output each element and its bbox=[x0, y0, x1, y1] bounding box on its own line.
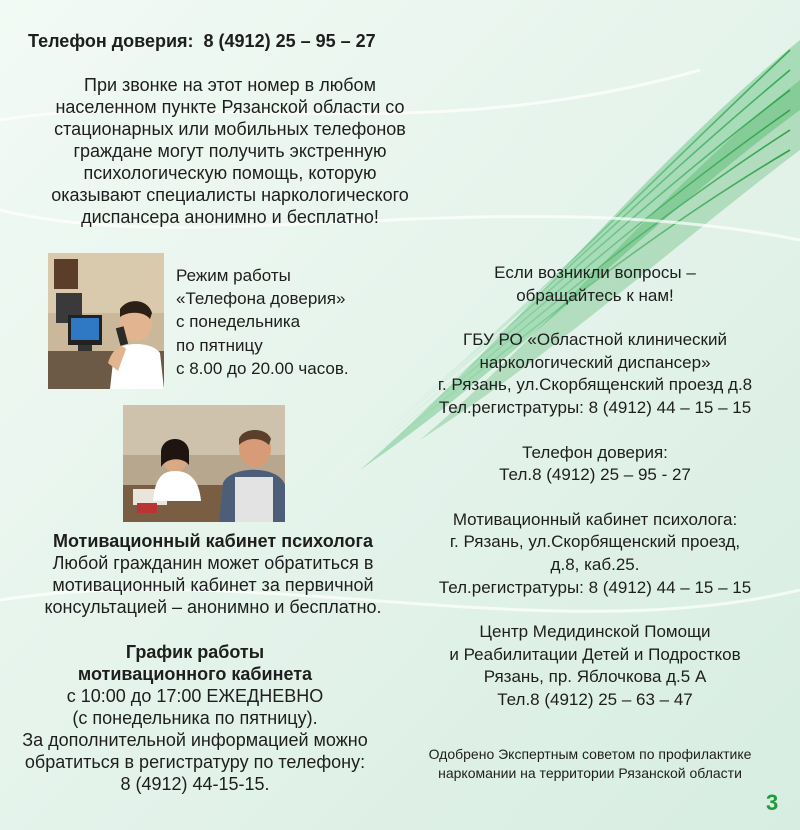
questions-line: обращайтесь к нам! bbox=[516, 285, 674, 305]
trust-phone-line: Тел.8 (4912) 25 – 95 - 27 bbox=[499, 465, 691, 485]
dispensary-line: наркологический диспансер» bbox=[479, 352, 711, 372]
dispensary-line: ГБУ РО «Областной клинический bbox=[463, 330, 727, 350]
man-on-phone-at-computer-photo bbox=[48, 253, 164, 389]
center-line: Рязань, пр. Яблочкова д.5 А bbox=[483, 667, 707, 687]
intro-line: населенном пункте Рязанской области со bbox=[55, 97, 405, 117]
motivational-line: консультацией – анонимно и бесплатно. bbox=[44, 597, 382, 617]
intro-line: При звонке на этот номер в любом bbox=[84, 75, 376, 95]
intro-line: оказывают специалисты наркологического bbox=[51, 185, 409, 205]
schedule-line: За дополнительной информацией можно bbox=[22, 730, 368, 750]
schedule-block bbox=[0, 641, 390, 795]
intro-line: граждане могут получить экстренную bbox=[73, 141, 387, 161]
approval-note bbox=[400, 745, 780, 783]
work-mode-line: по пятницу bbox=[176, 335, 263, 355]
work-mode-text bbox=[176, 264, 349, 380]
dispensary-line: г. Рязань, ул.Скорбященский проезд д.8 bbox=[437, 375, 753, 395]
contacts-column bbox=[400, 262, 790, 712]
approval-line: наркомании на территории Рязанской области bbox=[438, 765, 742, 781]
approval-line: Одобрено Экспертным советом по профилактике bbox=[428, 746, 752, 762]
motivational-line: Любой гражданин может обратиться в bbox=[52, 553, 374, 573]
motivational-title: Мотивационный кабинет психолога bbox=[53, 531, 373, 551]
hotline-number: 8 (4912) 25 – 95 – 27 bbox=[203, 31, 376, 51]
work-mode-line: «Телефона доверия» bbox=[176, 289, 346, 309]
schedule-title: мотивационного кабинета bbox=[77, 664, 313, 684]
center-line: Центр Медидинской Помощи bbox=[479, 622, 711, 642]
questions-line: Если возникли вопросы – bbox=[494, 263, 696, 282]
intro-line: диспансера анонимно и бесплатно! bbox=[81, 207, 379, 227]
work-mode-line: Режим работы bbox=[176, 266, 291, 285]
trust-phone-line: Телефон доверия: bbox=[522, 442, 668, 462]
schedule-line: (с понедельника по пятницу). bbox=[72, 708, 318, 728]
psych-office-line: Мотивационный кабинет психолога: bbox=[452, 509, 738, 529]
psych-office-line: д.8, каб.25. bbox=[550, 554, 640, 574]
motivational-line: мотивационный кабинет за первичной bbox=[52, 575, 374, 595]
psych-office-line: Тел.регистратуры: 8 (4912) 44 – 15 – 15 bbox=[438, 577, 752, 597]
intro-paragraph bbox=[20, 74, 440, 228]
work-mode-line: с 8.00 до 20.00 часов. bbox=[176, 358, 349, 378]
motivational-office-block bbox=[18, 530, 408, 618]
schedule-line: с 10:00 до 17:00 ЕЖЕДНЕВНО bbox=[66, 686, 324, 706]
intro-line: стационарных или мобильных телефонов bbox=[54, 119, 406, 139]
schedule-line: обратиться в регистратуру по телефону: bbox=[24, 752, 366, 772]
psychologist-consultation-photo bbox=[123, 405, 285, 522]
work-mode-line: с понедельника bbox=[176, 312, 301, 332]
psych-office-line: г. Рязань, ул.Скорбященский проезд, bbox=[449, 532, 741, 552]
dispensary-line: Тел.регистратуры: 8 (4912) 44 – 15 – 15 bbox=[438, 397, 752, 417]
schedule-line: 8 (4912) 44-15-15. bbox=[120, 774, 270, 794]
page-number: 3 bbox=[766, 790, 779, 815]
center-line: Тел.8 (4912) 25 – 63 – 47 bbox=[497, 689, 693, 709]
intro-line: психологическую помощь, которую bbox=[83, 163, 377, 183]
hotline-header bbox=[28, 31, 376, 52]
hotline-label: Телефон доверия: bbox=[28, 31, 194, 51]
center-line: и Реабилитации Детей и Подростков bbox=[449, 644, 741, 664]
schedule-title: График работы bbox=[125, 642, 265, 662]
